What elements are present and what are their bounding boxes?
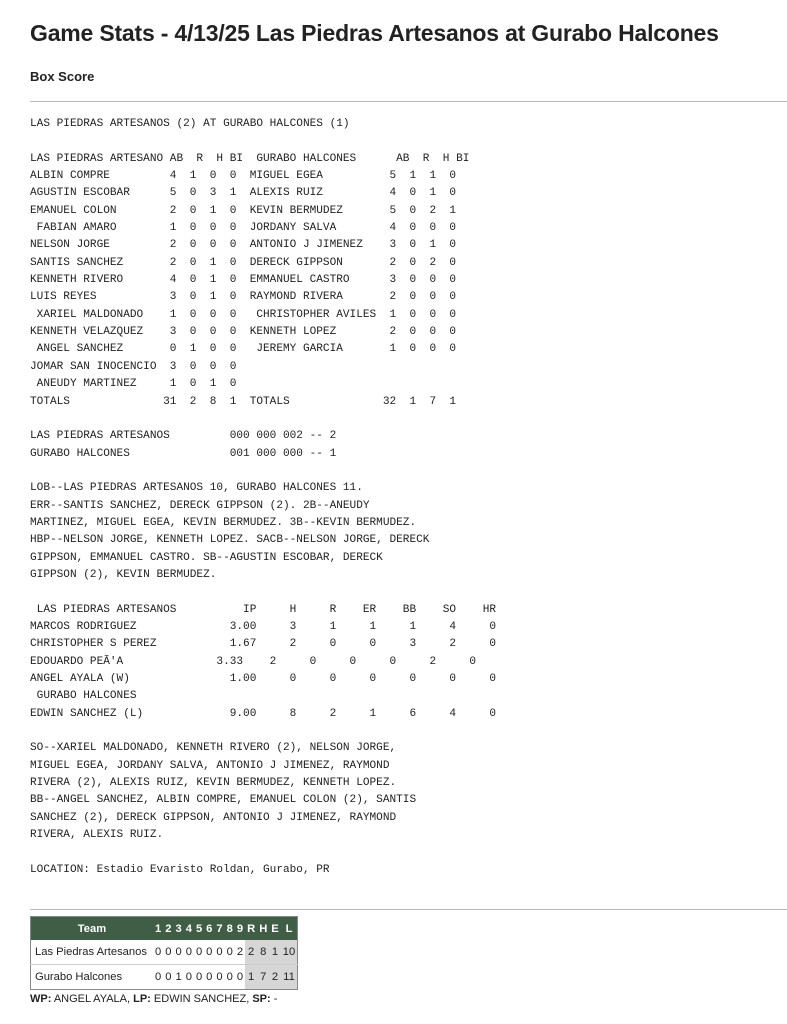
box-score-line: XARIEL MALDONADO 1 0 0 0 CHRISTOPHER AVILES 1 0 0 0 bbox=[30, 308, 457, 321]
line-score-inning-cell: 0 bbox=[236, 971, 244, 983]
box-score-line: LOB--LAS PIEDRAS ARTESANOS 10, GURABO HALCONES 11. bbox=[30, 482, 363, 495]
box-score-line: MARCOS RODRIGUEZ 3.00 3 1 1 1 4 0 bbox=[30, 620, 497, 633]
line-score-inning-cell: 0 bbox=[195, 971, 203, 983]
box-score-line: SANCHEZ (2), DERECK GIPPSON, ANTONIO J JIMENEZ, RAYMOND bbox=[30, 811, 397, 824]
line-score-hits: 8 bbox=[257, 940, 269, 965]
box-score-line: LOCATION: Estadio Evaristo Roldan, Gurabo, PR bbox=[30, 863, 330, 876]
box-score-line: SO--XARIEL MALDONADO, KENNETH RIVERO (2), NELSON JORGE, bbox=[30, 742, 397, 755]
box-score-line: NELSON JORGE 2 0 0 0 ANTONIO J JIMENEZ 3 0 1 0 bbox=[30, 239, 457, 252]
line-score-lob: 10 bbox=[281, 940, 298, 965]
box-score-line: LAS PIEDRAS ARTESANO AB R H BI GURABO HALCONES AB R H BI bbox=[30, 152, 470, 165]
pitcher-decisions bbox=[30, 993, 277, 1005]
box-score-line: CHRISTOPHER S PEREZ 1.67 2 0 0 3 2 0 bbox=[30, 638, 497, 651]
box-score-line: BB--ANGEL SANCHEZ, ALBIN COMPRE, EMANUEL COLON (2), SANTIS bbox=[30, 794, 417, 807]
box-score-line: MARTINEZ, MIGUEL EGEA, KEVIN BERMUDEZ. 3B--KEVIN BERMUDEZ. bbox=[30, 516, 417, 529]
lp-value: EDWIN SANCHEZ, bbox=[150, 993, 253, 1005]
box-score-line: LUIS REYES 3 0 1 0 RAYMOND RIVERA 2 0 0 0 bbox=[30, 291, 457, 304]
line-score-team-name: Las Piedras Artesanos bbox=[31, 940, 154, 965]
box-score-line: KENNETH RIVERO 4 0 1 0 EMMANUEL CASTRO 3 0 0 0 bbox=[30, 274, 457, 287]
box-score-line: FABIAN AMARO 1 0 0 0 JORDANY SALVA 4 0 0 0 bbox=[30, 222, 457, 235]
box-score-line: ALBIN COMPRE 4 1 0 0 MIGUEL EGEA 5 1 1 0 bbox=[30, 170, 457, 183]
line-score-header-cell: 4 bbox=[184, 917, 194, 941]
line-score-errors: 2 bbox=[269, 965, 280, 990]
line-score-header-cell: 9 bbox=[235, 917, 245, 941]
line-score-header-cell: R bbox=[245, 917, 257, 941]
sp-value: - bbox=[270, 993, 278, 1005]
box-score-line bbox=[30, 463, 496, 480]
line-score-inning-cell: 0 bbox=[226, 971, 233, 983]
box-score-line bbox=[30, 844, 496, 861]
line-score-inning-cell: 0 bbox=[173, 940, 183, 965]
wp-value: ANGEL AYALA, bbox=[51, 993, 134, 1005]
line-score-runs: 2 bbox=[245, 940, 257, 965]
box-score-line: KENNETH VELAZQUEZ 3 0 0 0 KENNETH LOPEZ 2 0 0 0 bbox=[30, 326, 457, 339]
box-score-line: EMANUEL COLON 2 0 1 0 KEVIN BERMUDEZ 5 0 2 1 bbox=[30, 204, 457, 217]
line-score-header-cell: 1 bbox=[153, 917, 163, 941]
sp-label: SP: bbox=[252, 993, 271, 1005]
line-score-hits: 7 bbox=[257, 965, 269, 990]
divider-bottom bbox=[30, 909, 787, 910]
line-score-inning-cell: 0 bbox=[204, 940, 214, 965]
line-score-header-row bbox=[31, 917, 298, 941]
box-score-line: RIVERA, ALEXIS RUIZ. bbox=[30, 829, 164, 842]
box-score-line: LAS PIEDRAS ARTESANOS 000 000 002 -- 2 bbox=[30, 430, 337, 443]
box-score-line: AGUSTIN ESCOBAR 5 0 3 1 ALEXIS RUIZ 4 0 1 0 bbox=[30, 187, 457, 200]
box-score-line: ANGEL SANCHEZ 0 1 0 0 JEREMY GARCIA 1 0 0 0 bbox=[30, 343, 457, 356]
box-score-line bbox=[30, 584, 496, 601]
line-score-team-name: Gurabo Halcones bbox=[35, 971, 123, 983]
box-score-text bbox=[30, 116, 496, 879]
line-score-inning-cell: 0 bbox=[225, 940, 235, 965]
box-score-line: HBP--NELSON JORGE, KENNETH LOPEZ. SACB--NELSON JORGE, DERECK bbox=[30, 534, 430, 547]
box-score-line: GURABO HALCONES bbox=[30, 690, 137, 703]
wp-label: WP: bbox=[30, 993, 52, 1005]
line-score-header-cell: 8 bbox=[225, 917, 235, 941]
box-score-line: EDWIN SANCHEZ (L) 9.00 8 2 1 6 4 0 bbox=[30, 707, 497, 720]
line-score-inning-cell: 0 bbox=[163, 940, 173, 965]
line-score-inning-cell: 0 bbox=[153, 940, 163, 965]
line-score-row bbox=[31, 965, 298, 990]
box-score-line: ANGEL AYALA (W) 1.00 0 0 0 0 0 0 bbox=[30, 673, 497, 685]
line-score-inning-cell: 0 bbox=[185, 971, 192, 983]
line-score-inning-cell: 0 bbox=[194, 940, 204, 965]
box-score-line: GIPPSON, EMMANUEL CASTRO. SB--AGUSTIN ESCOBAR, DERECK bbox=[30, 551, 383, 564]
line-score-header-cell: 6 bbox=[204, 917, 214, 941]
box-score-line: MIGUEL EGEA, JORDANY SALVA, ANTONIO J JIMENEZ, RAYMOND bbox=[30, 759, 390, 772]
box-score-line bbox=[30, 723, 496, 740]
line-score-header-cell: H bbox=[257, 917, 269, 941]
section-title-box-score: Box Score bbox=[30, 69, 95, 84]
line-score-table bbox=[30, 916, 298, 990]
line-score-lob: 11 bbox=[281, 965, 298, 990]
box-score-line: EDOUARDO PEÃ'A 3.33 2 0 0 0 2 0 bbox=[30, 655, 477, 668]
lp-label: LP: bbox=[133, 993, 151, 1005]
box-score-line bbox=[30, 133, 496, 150]
line-score-row bbox=[31, 940, 298, 965]
line-score-inning-cell: 0 bbox=[216, 971, 223, 983]
line-score-inning-cell: 0 bbox=[165, 971, 172, 983]
line-score-header-cell: E bbox=[269, 917, 280, 941]
box-score-line: JOMAR SAN INOCENCIO 3 0 0 0 bbox=[30, 360, 237, 373]
box-score-line: GIPPSON (2), KEVIN BERMUDEZ. bbox=[30, 568, 217, 581]
line-score-header-team: Team bbox=[31, 917, 154, 941]
line-score-inning-cell: 1 bbox=[175, 971, 182, 983]
line-score-header-cell: 3 bbox=[173, 917, 183, 941]
box-score-line: GURABO HALCONES 001 000 000 -- 1 bbox=[30, 447, 337, 460]
line-score-inning-cell: 0 bbox=[214, 940, 224, 965]
line-score-errors: 1 bbox=[269, 940, 280, 965]
line-score-header-cell: 5 bbox=[194, 917, 204, 941]
box-score-line: LAS PIEDRAS ARTESANOS IP H R ER BB SO HR bbox=[30, 603, 497, 616]
box-score-line: ERR--SANTIS SANCHEZ, DERECK GIPPSON (2). 2B--ANEUDY bbox=[30, 499, 370, 512]
line-score-header-cell: L bbox=[281, 917, 298, 941]
line-score-inning-cell: 2 bbox=[235, 940, 245, 965]
divider-top bbox=[30, 101, 787, 102]
box-score-line bbox=[30, 411, 496, 428]
line-score-header-cell: 2 bbox=[163, 917, 173, 941]
line-score-header-cell: 7 bbox=[214, 917, 224, 941]
box-score-line: ANEUDY MARTINEZ 1 0 1 0 bbox=[30, 378, 237, 391]
box-score-line: LAS PIEDRAS ARTESANOS (2) AT GURABO HALCONES (1) bbox=[30, 118, 350, 130]
box-score-line: TOTALS 31 2 8 1 TOTALS 32 1 7 1 bbox=[30, 395, 457, 408]
line-score-inning-cell: 0 bbox=[155, 971, 162, 983]
line-score-inning-cell: 0 bbox=[206, 971, 213, 983]
box-score-line: SANTIS SANCHEZ 2 0 1 0 DERECK GIPPSON 2 0 2 0 bbox=[30, 256, 457, 269]
page-title: Game Stats - 4/13/25 Las Piedras Artesanos at Gurabo Halcones bbox=[30, 20, 719, 46]
box-score-line: RIVERA (2), ALEXIS RUIZ, KEVIN BERMUDEZ, KENNETH LOPEZ. bbox=[30, 777, 397, 790]
line-score-runs: 1 bbox=[245, 965, 257, 990]
line-score-inning-cell: 0 bbox=[184, 940, 194, 965]
